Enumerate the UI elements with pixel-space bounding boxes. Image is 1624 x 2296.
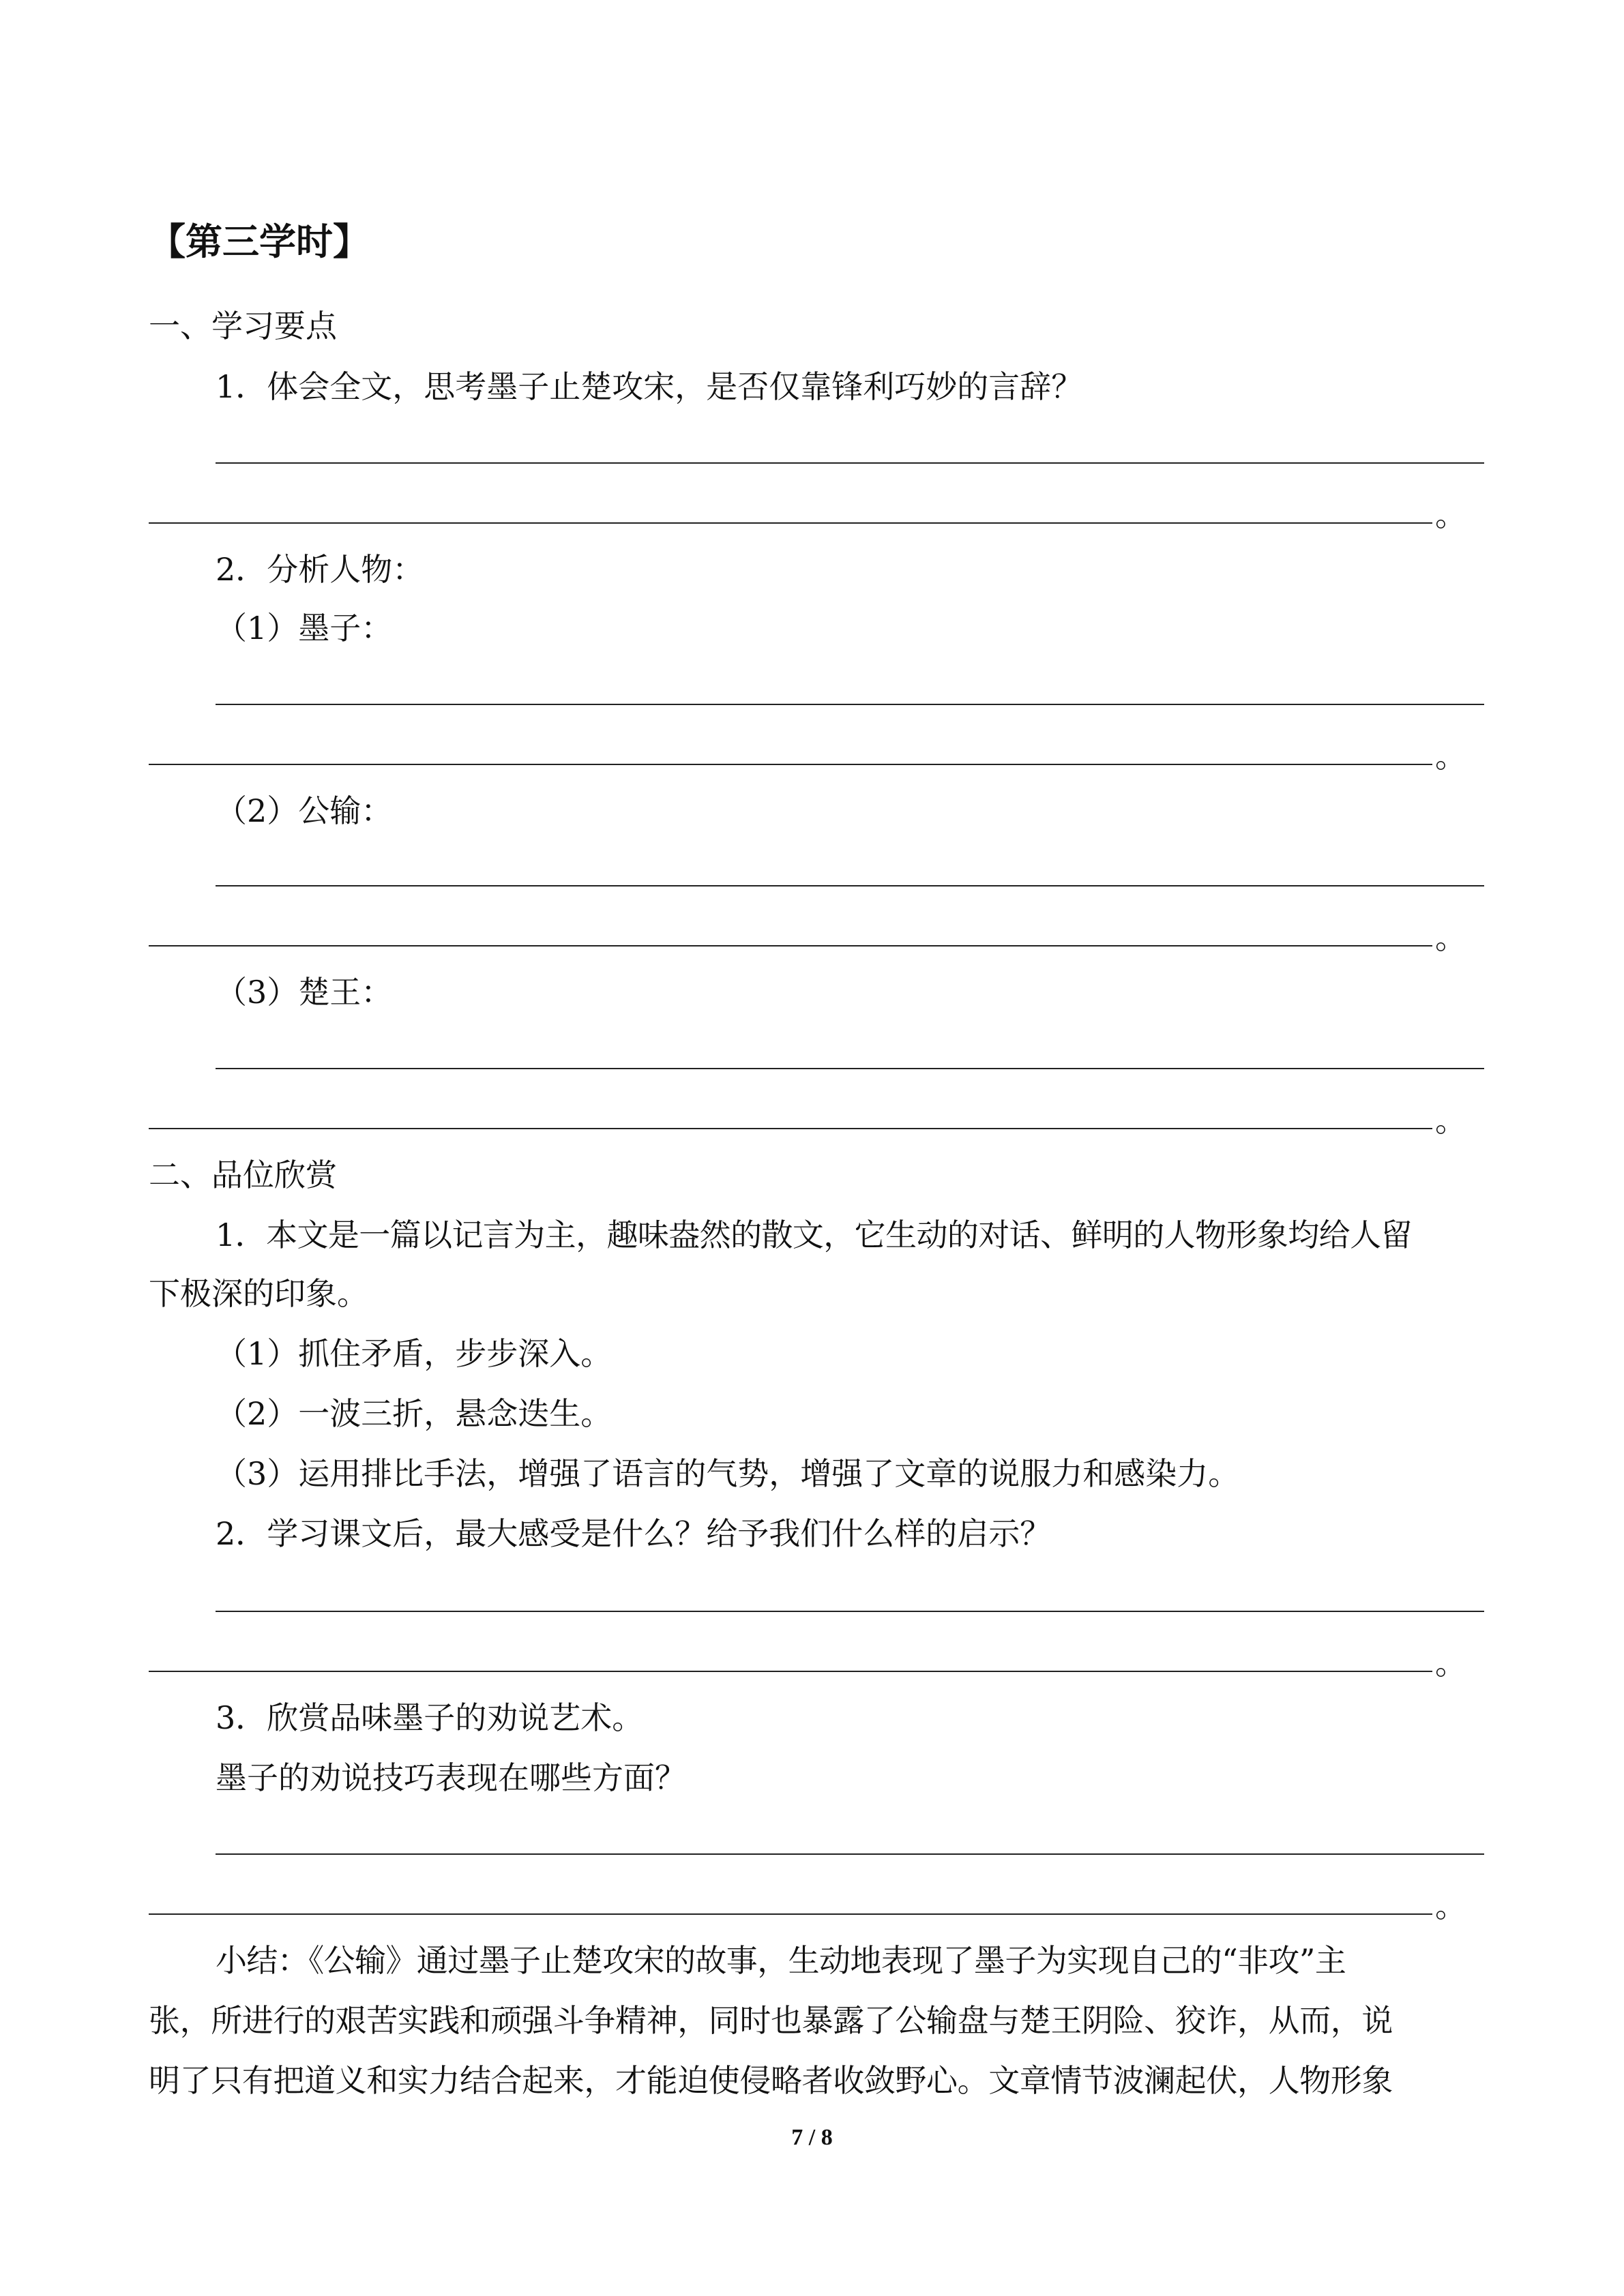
answer-line[interactable] <box>149 945 1432 946</box>
summary-line1: 小结：《公输》通过墨子止楚攻宋的故事，生动地表现了墨子为实现自己的“非攻”主 <box>216 1942 1346 1979</box>
answer-period: 。 <box>1435 1888 1466 1924</box>
summary-line3: 明了只有把道义和实力结合起来，才能迫使侵略者收敛野心。文章情节波澜起伏，人物形象 <box>149 2062 1393 2099</box>
answer-line[interactable] <box>149 764 1432 765</box>
character-gongshu: （2）公输： <box>216 792 393 829</box>
answer-period: 。 <box>1435 738 1466 775</box>
answer-line[interactable] <box>149 522 1432 524</box>
answer-line[interactable] <box>216 704 1484 705</box>
answer-line[interactable] <box>216 1068 1484 1069</box>
question-1-1: 1．体会全文，思考墨子止楚攻宋，是否仅靠锋利巧妙的言辞？ <box>216 368 1083 405</box>
page-number: 7 / 8 <box>791 2125 833 2150</box>
character-mozi: （1）墨子： <box>216 610 393 646</box>
section1-title: 一、学习要点 <box>149 308 337 344</box>
question-2-3-sub: 墨子的劝说技巧表现在哪些方面？ <box>216 1759 686 1796</box>
question-2-3: 3．欣赏品味墨子的劝说艺术。 <box>216 1699 644 1736</box>
answer-period: 。 <box>1435 496 1466 533</box>
summary-line2: 张，所进行的艰苦实践和顽强斗争精神，同时也暴露了公输盘与楚王阴险、狡诈，从而，说 <box>149 2002 1393 2039</box>
technique-3: （3）运用排比手法，增强了语言的气势，增强了文章的说服力和感染力。 <box>216 1455 1240 1492</box>
question-2-1-line2: 下极深的印象。 <box>149 1275 368 1312</box>
lesson-heading: 【第三学时】 <box>149 220 370 263</box>
question-1-2: 2．分析人物： <box>216 551 424 588</box>
answer-line[interactable] <box>216 885 1484 886</box>
question-2-1-line1: 1．本文是一篇以记言为主，趣味盎然的散文，它生动的对话、鲜明的人物形象均给人留 <box>216 1217 1412 1253</box>
character-chu-king: （3）楚王： <box>216 974 393 1011</box>
answer-line[interactable] <box>149 1128 1432 1129</box>
technique-2: （2）一波三折，悬念迭生。 <box>216 1395 612 1432</box>
answer-line[interactable] <box>216 1611 1484 1612</box>
answer-period: 。 <box>1435 1102 1466 1139</box>
technique-1: （1）抓住矛盾，步步深入。 <box>216 1335 612 1372</box>
answer-line[interactable] <box>216 1853 1484 1855</box>
section2-title: 二、品位欣赏 <box>149 1157 337 1193</box>
answer-line[interactable] <box>149 1913 1432 1915</box>
answer-line[interactable] <box>216 462 1484 464</box>
answer-line[interactable] <box>149 1671 1432 1672</box>
question-2-2: 2．学习课文后，最大感受是什么？给予我们什么样的启示？ <box>216 1515 1052 1552</box>
answer-period: 。 <box>1435 919 1466 956</box>
answer-period: 。 <box>1435 1645 1466 1682</box>
